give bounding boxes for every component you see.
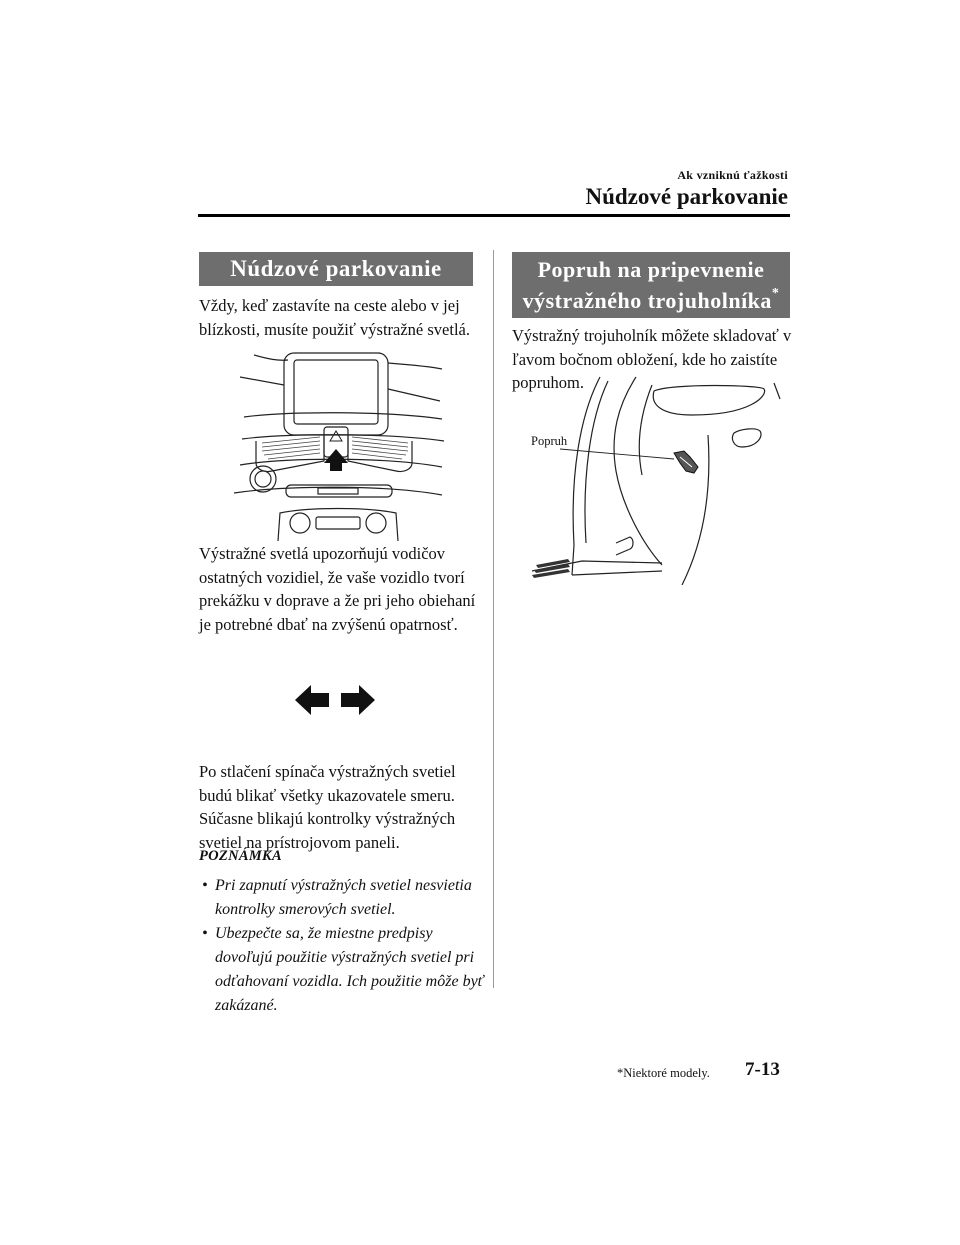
strap-callout-label: Popruh	[531, 434, 568, 448]
note-list	[199, 874, 489, 1018]
note-title: POZNÁMKA	[199, 848, 282, 864]
note-item-text: Ubezpečte sa, že miestne predpisy dovoľujú použitie výstražných svetiel pri odťahovaní vozidla. Ich použitie môže byť zakázané.	[215, 925, 484, 1014]
left-heading-banner: Núdzové parkovanie	[199, 252, 473, 286]
column-divider	[493, 250, 494, 988]
right-heading-banner	[512, 252, 790, 318]
bullet-icon: •	[202, 877, 208, 894]
header-rule	[198, 214, 790, 217]
section-title: Núdzové parkovanie	[585, 184, 788, 209]
bullet-icon: •	[202, 925, 208, 942]
chapter-title: Ak vzniknú ťažkosti	[677, 168, 788, 182]
right-heading-line-2: výstražného trojuholníka	[522, 288, 772, 313]
footer-note: *Niektoré modely.	[617, 1066, 710, 1080]
right-paragraph-1: Výstražný trojuholník môžete skladovať v ľavom bočnom obložení, kde ho zaistíte popruhom.	[512, 326, 792, 392]
turn-signal-indicators-icon	[295, 683, 375, 717]
note-item-text: Pri zapnutí výstražných svetiel nesvietia kontrolky smerových svetiel.	[215, 877, 472, 918]
note-item-2	[199, 922, 489, 1018]
dashboard-hazard-switch-illustration	[228, 345, 446, 541]
left-paragraph-2: Výstražné svetlá upozorňujú vodičov ostatných vozidiel, že vaše vozidlo tvorí prekážku v doprave a že pri jeho obiehaní je potrebné dbať na zvýšenú opatrnosť.	[199, 544, 476, 634]
page-number: 7-13	[745, 1059, 780, 1080]
left-paragraph-1: Vždy, keď zastavíte na ceste alebo v jej blízkosti, musíte použiť výstražné svetlá.	[199, 296, 470, 339]
left-paragraph-3: Po stlačení spínača výstražných svetiel budú blikať všetky ukazovatele smeru. Súčasne blikajú kontrolky výstražných svetiel na prístrojovom paneli.	[199, 762, 456, 852]
right-heading-line-1: Popruh na pripevnenie	[537, 257, 765, 282]
trunk-side-trim-strap-illustration	[512, 375, 790, 585]
some-models-mark: *	[771, 286, 780, 301]
note-item-1	[199, 874, 489, 922]
